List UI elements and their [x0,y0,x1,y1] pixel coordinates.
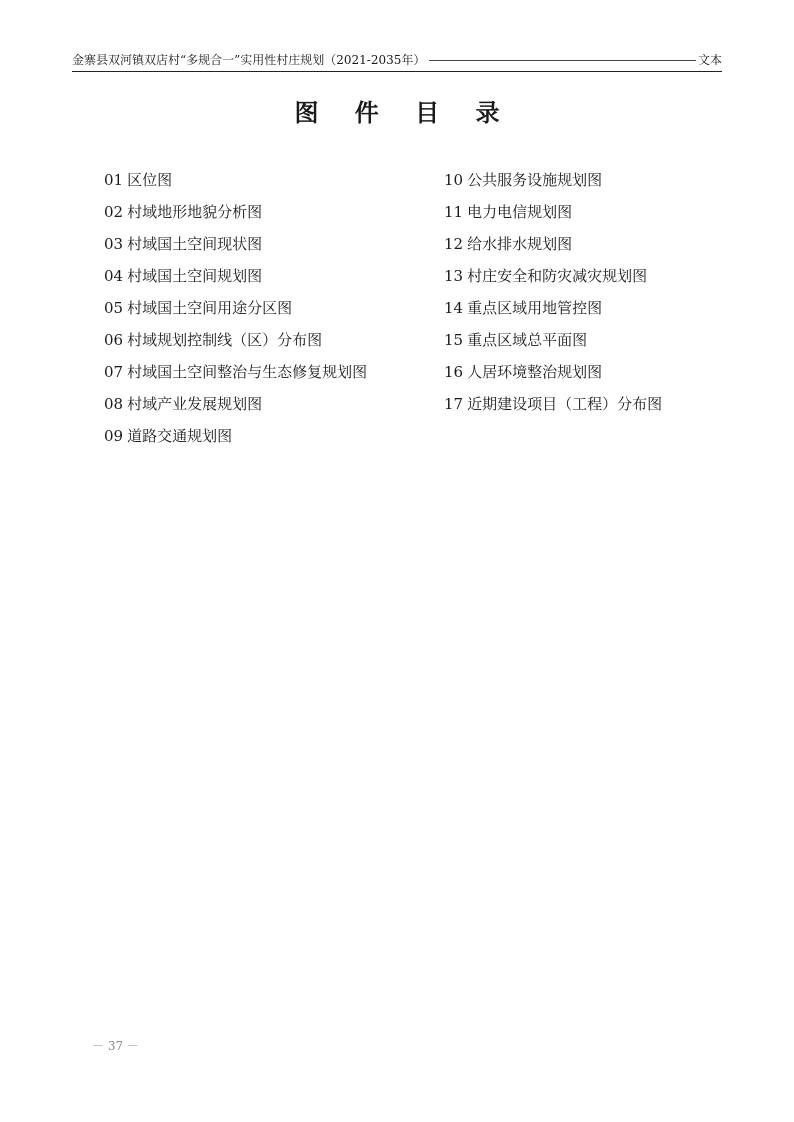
toc-item-label: 道路交通规划图 [127,427,233,445]
toc-item-number: 14 [444,299,464,317]
toc-item [104,200,367,232]
toc-item-number: 12 [444,235,464,253]
running-header [72,52,722,72]
header-doc-type: 文本 [697,53,722,67]
toc-item [444,392,662,424]
toc-right-column [444,168,662,424]
toc-item-number: 11 [444,203,464,221]
toc-item-number: 09 [104,427,124,445]
toc-item-label: 村域国土空间规划图 [127,267,263,285]
toc-item-label: 村域产业发展规划图 [127,395,263,413]
toc-item [104,392,367,424]
toc-item-label: 村域地形地貌分析图 [127,203,263,221]
toc-item-label: 村域国土空间现状图 [127,235,263,253]
toc-item [104,232,367,264]
header-dash-line [429,60,696,61]
toc-item-label: 近期建设项目（工程）分布图 [467,395,663,413]
toc-item-label: 给水排水规划图 [467,235,573,253]
toc-item-number: 06 [104,331,124,349]
toc-item [104,264,367,296]
toc-item [104,360,367,392]
toc-item [104,328,367,360]
header-title: 金寨县双河镇双店村“多规合一”实用性村庄规划（2021-2035年） [72,53,426,67]
toc-item-label: 区位图 [127,171,173,189]
toc-item-number: 15 [444,331,464,349]
toc-item-number: 04 [104,267,124,285]
toc-item-label: 村域国土空间整治与生态修复规划图 [127,363,368,381]
toc-item [444,296,662,328]
toc-item-label: 村域国土空间用途分区图 [127,299,293,317]
toc-item [444,264,662,296]
toc-item-label: 人居环境整治规划图 [467,363,603,381]
toc-item-number: 02 [104,203,124,221]
toc-left-column [104,168,367,456]
toc-item [444,328,662,360]
toc-item-label: 村庄安全和防灾减灾规划图 [467,267,648,285]
toc-item-label: 村域规划控制线（区）分布图 [127,331,323,349]
toc-item [444,232,662,264]
toc-item-number: 13 [444,267,464,285]
toc-item-number: 08 [104,395,124,413]
toc-item [104,168,367,200]
toc-item-number: 17 [444,395,464,413]
toc-item-number: 07 [104,363,124,381]
toc-item [104,424,367,456]
toc-item-label: 重点区域用地管控图 [467,299,603,317]
toc-item [444,200,662,232]
toc-item-label: 电力电信规划图 [467,203,573,221]
toc-item-number: 03 [104,235,124,253]
toc-item-label: 公共服务设施规划图 [467,171,603,189]
page-number: － 37 － [92,1039,139,1053]
toc-item [104,296,367,328]
toc-item [444,360,662,392]
toc-item [444,168,662,200]
page-title: 图 件 目 录 [294,99,514,127]
toc-item-number: 05 [104,299,124,317]
toc-item-number: 01 [104,171,124,189]
toc-item-number: 10 [444,171,464,189]
toc-item-label: 重点区域总平面图 [467,331,588,349]
toc-item-number: 16 [444,363,464,381]
